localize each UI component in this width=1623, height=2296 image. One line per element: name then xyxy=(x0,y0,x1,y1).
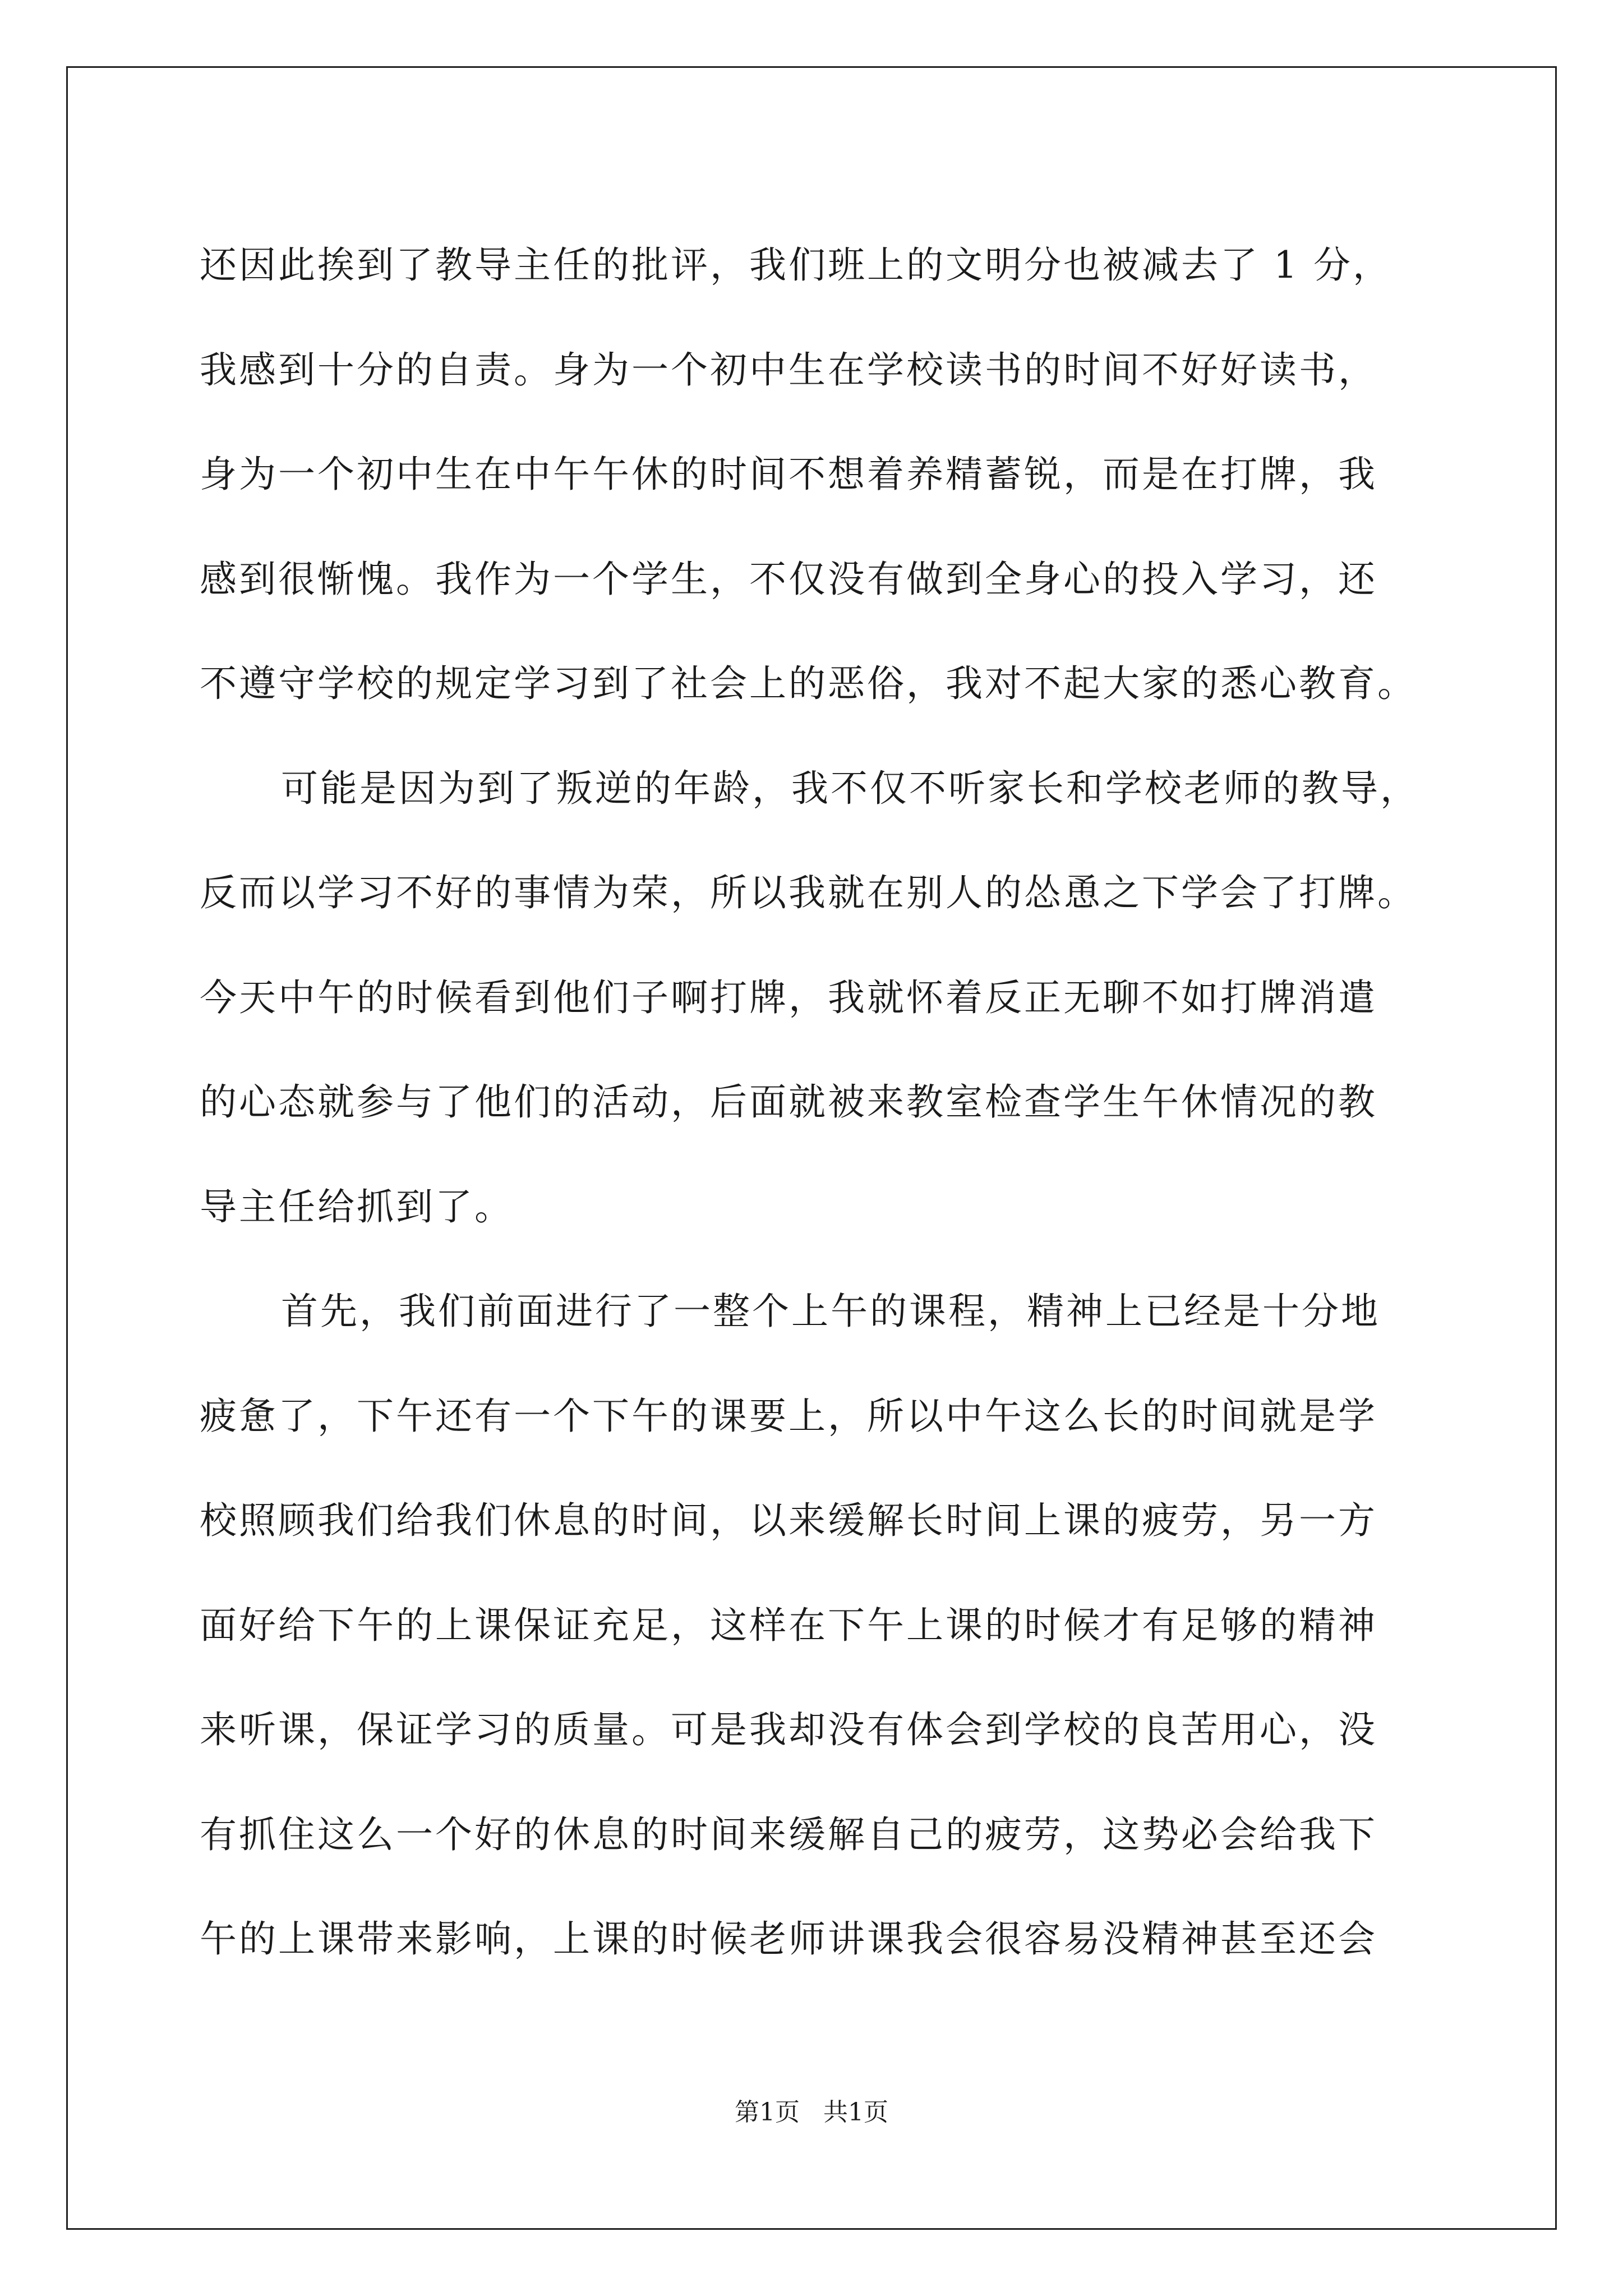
text-line: 校照顾我们给我们休息的时间，以来缓解长时间上课的疲劳，另一方 xyxy=(200,1499,1377,1542)
text-line: 我感到十分的自责。身为一个初中生在学校读书的时间不好好读书， xyxy=(200,348,1377,392)
text-line: 不遵守学校的规定学习到了社会上的恶俗，我对不起大家的悉心教育。 xyxy=(200,662,1417,705)
text-line: 还因此挨到了教导主任的批评，我们班上的文明分也被减去了 1 分， xyxy=(200,243,1392,287)
text-line: 来听课，保证学习的质量。可是我却没有体会到学校的良苦用心，没 xyxy=(200,1708,1377,1751)
text-line: 导主任给抓到了。 xyxy=(200,1185,514,1228)
text-line: 身为一个初中生在中午午休的时间不想着养精蓄锐，而是在打牌，我 xyxy=(200,453,1377,496)
text-line: 有抓住这么一个好的休息的时间来缓解自己的疲劳，这势必会给我下 xyxy=(200,1812,1377,1856)
text-line: 感到很惭愧。我作为一个学生，不仅没有做到全身心的投入学习，还 xyxy=(200,557,1377,601)
text-line: 今天中午的时候看到他们子啊打牌，我就怀着反正无聊不如打牌消遣 xyxy=(200,976,1377,1019)
text-line: 午的上课带来影响，上课的时候老师讲课我会很容易没精神甚至还会 xyxy=(200,1917,1377,1961)
text-line: 的心态就参与了他们的活动，后面就被来教室检查学生午休情况的教 xyxy=(200,1080,1377,1124)
page-footer xyxy=(0,2096,1623,2129)
text-line: 首先，我们前面进行了一整个上午的课程，精神上已经是十分地 xyxy=(281,1290,1380,1333)
text-line: 可能是因为到了叛逆的年龄，我不仅不听家长和学校老师的教导， xyxy=(281,766,1419,810)
document-body xyxy=(200,213,1433,1992)
page-number: 第1页 xyxy=(735,2098,800,2127)
text-line: 面好给下午的上课保证充足，这样在下午上课的时候才有足够的精神 xyxy=(200,1603,1377,1647)
text-line: 反而以学习不好的事情为荣，所以我就在别人的怂恿之下学会了打牌。 xyxy=(200,871,1417,914)
text-line: 疲惫了，下午还有一个下午的课要上，所以中午这么长的时间就是学 xyxy=(200,1394,1377,1438)
page-count: 共1页 xyxy=(823,2098,888,2127)
